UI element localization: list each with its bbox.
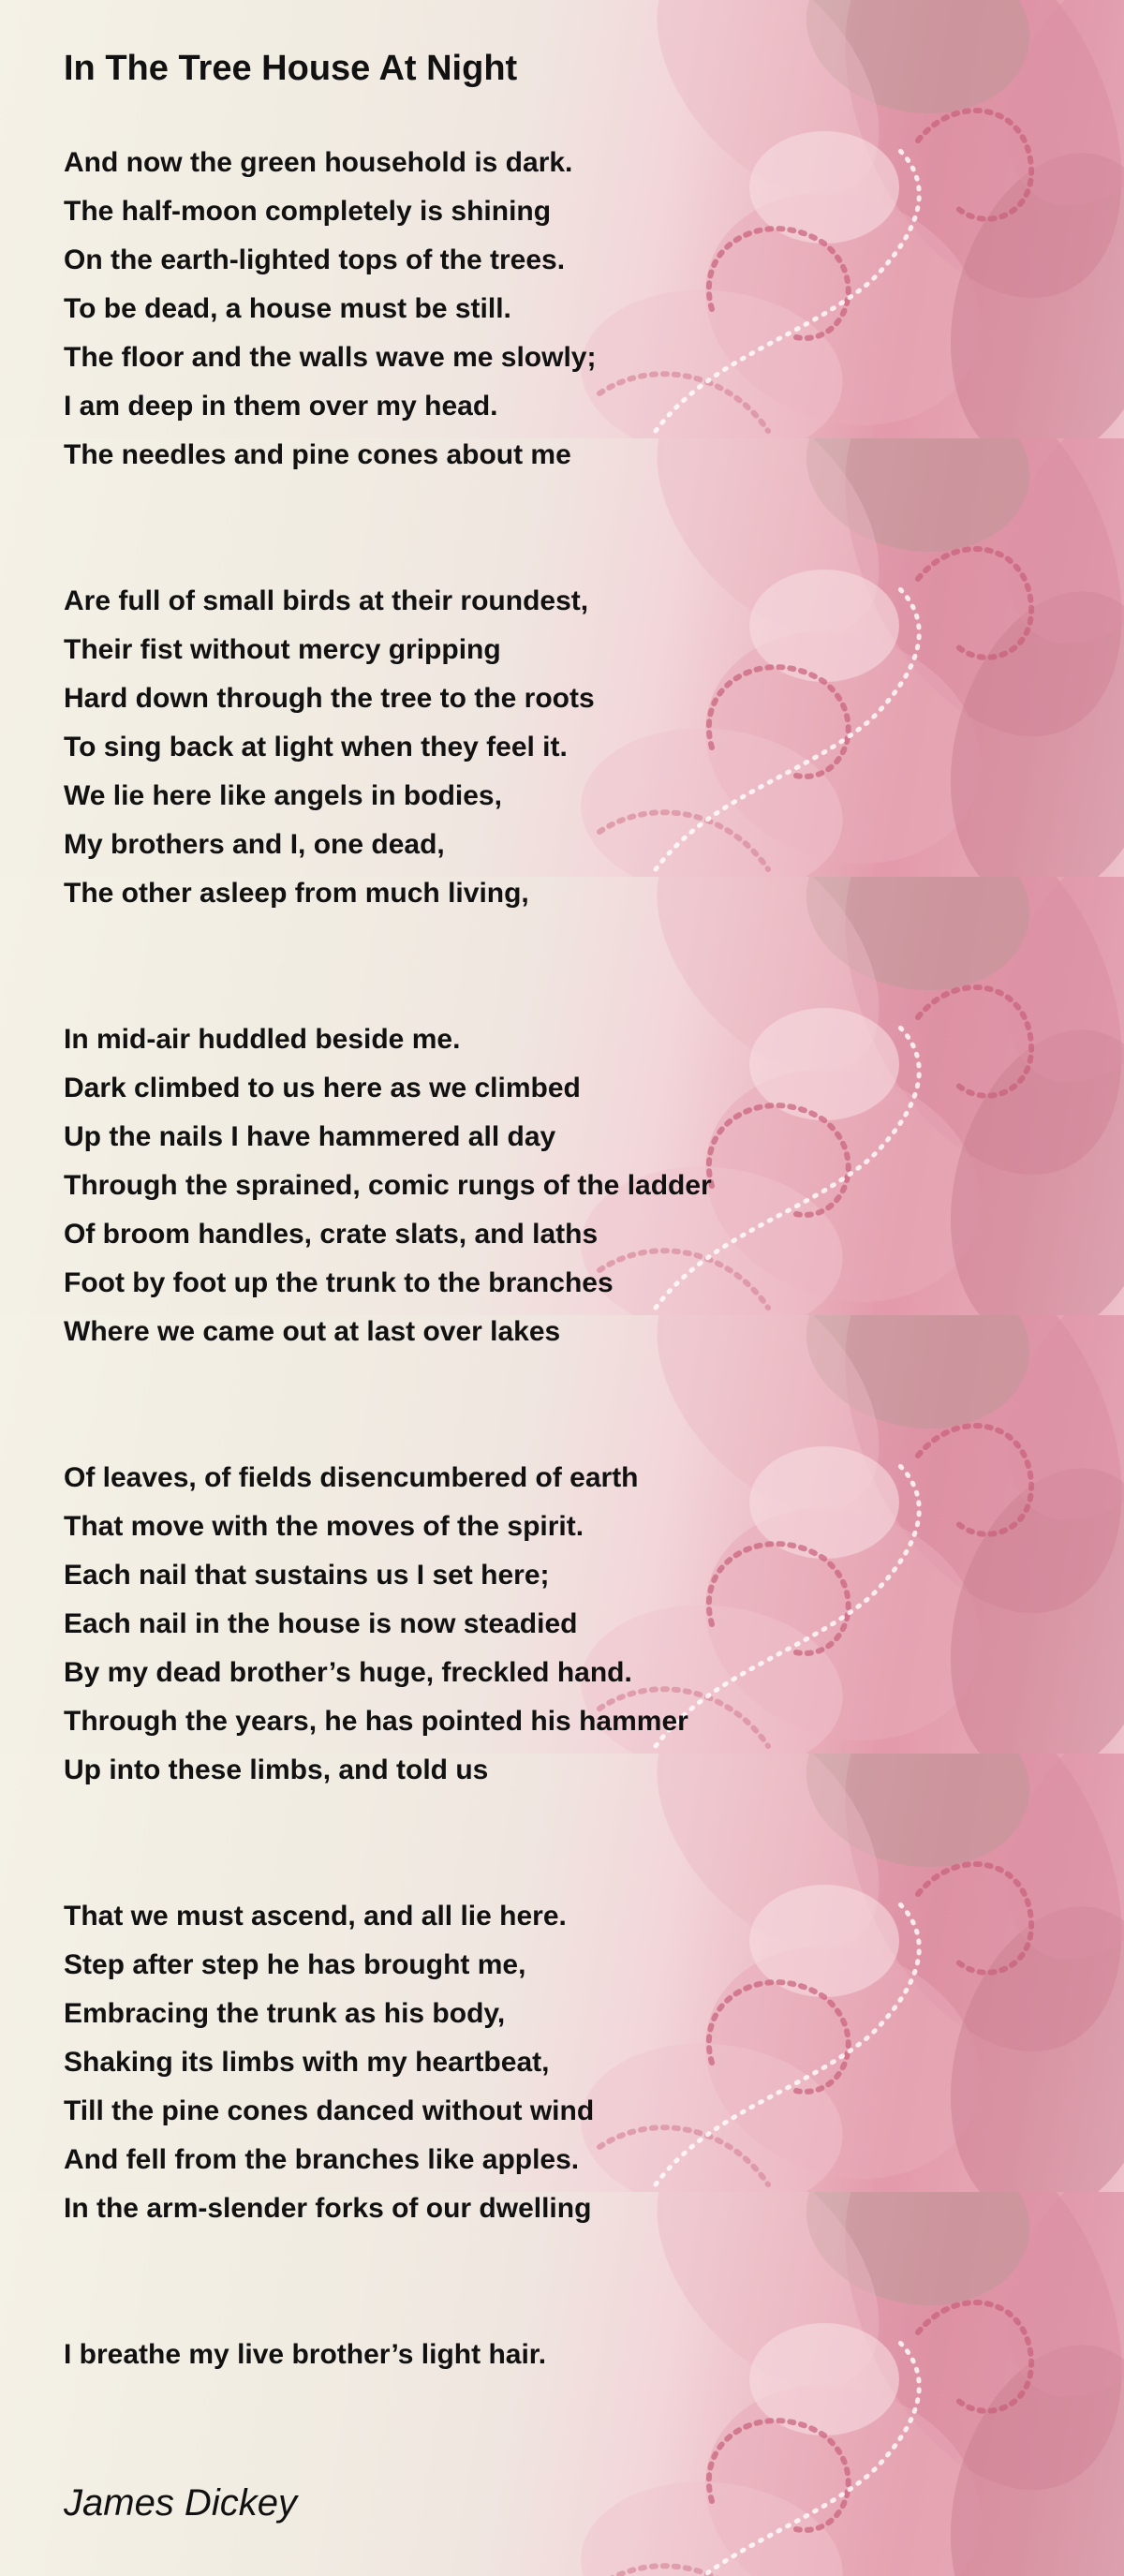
poem-title: In The Tree House At Night <box>64 49 518 88</box>
poem-line: Of broom handles, crate slats, and laths <box>64 1219 599 1250</box>
poem-line: My brothers and I, one dead, <box>64 829 445 860</box>
poem-line: Foot by foot up the trunk to the branches <box>64 1267 614 1298</box>
poem-line: Up the nails I have hammered all day <box>64 1121 556 1152</box>
poem-line: Each nail in the house is now steadied <box>64 1608 578 1639</box>
poem-line: On the earth-lighted tops of the trees. <box>64 244 566 275</box>
poem-line: That we must ascend, and all lie here. <box>64 1901 567 1932</box>
stanza <box>64 1454 688 1795</box>
poem-line: That move with the moves of the spirit. <box>64 1511 584 1542</box>
poem-line: The half-moon completely is shining <box>64 196 552 227</box>
poem-line: Where we came out at last over lakes <box>64 1316 561 1347</box>
stanza <box>64 1015 712 1356</box>
poem-line: The floor and the walls wave me slowly; <box>64 342 597 373</box>
stanza <box>64 577 595 918</box>
poem-line: And fell from the branches like apples. <box>64 2144 580 2175</box>
poem-line: Through the years, he has pointed his hammer <box>64 1706 688 1737</box>
stanza <box>64 139 596 480</box>
poem-line: Each nail that sustains us I set here; <box>64 1560 550 1591</box>
stanza <box>64 2331 546 2379</box>
poem-line: Step after step he has brought me, <box>64 1949 526 1980</box>
poem-line: In mid-air huddled beside me. <box>64 1024 461 1055</box>
poem-line: Dark climbed to us here as we climbed <box>64 1073 581 1103</box>
poem-line: Up into these limbs, and told us <box>64 1754 489 1785</box>
poem-line: To sing back at light when they feel it. <box>64 732 568 762</box>
poem-line: To be dead, a house must be still. <box>64 293 511 324</box>
poem-line: And now the green household is dark. <box>64 147 573 178</box>
poem-line: I am deep in them over my head. <box>64 391 498 422</box>
poem-line: Of leaves, of fields disencumbered of earth <box>64 1462 639 1493</box>
poem-line: Are full of small birds at their roundest, <box>64 585 589 616</box>
poem-line: Shaking its limbs with my heartbeat, <box>64 2047 550 2078</box>
poem-line: We lie here like angels in bodies, <box>64 780 502 811</box>
poem-line: I breathe my live brother’s light hair. <box>64 2339 547 2370</box>
stanza <box>64 1892 594 2233</box>
poem-line: Through the sprained, comic rungs of the ladder <box>64 1170 712 1201</box>
poem-author: James Dickey <box>64 2482 297 2524</box>
poem-line: Hard down through the tree to the roots <box>64 683 595 714</box>
poem-line: By my dead brother’s huge, freckled hand. <box>64 1657 632 1688</box>
poem-line: Embracing the trunk as his body, <box>64 1998 506 2029</box>
poem-line: In the arm-slender forks of our dwelling <box>64 2193 592 2224</box>
poem-line: Till the pine cones danced without wind <box>64 2095 595 2126</box>
poem-line: Their fist without mercy gripping <box>64 634 501 665</box>
poem-line: The needles and pine cones about me <box>64 439 571 470</box>
poem-line: The other asleep from much living, <box>64 878 529 909</box>
